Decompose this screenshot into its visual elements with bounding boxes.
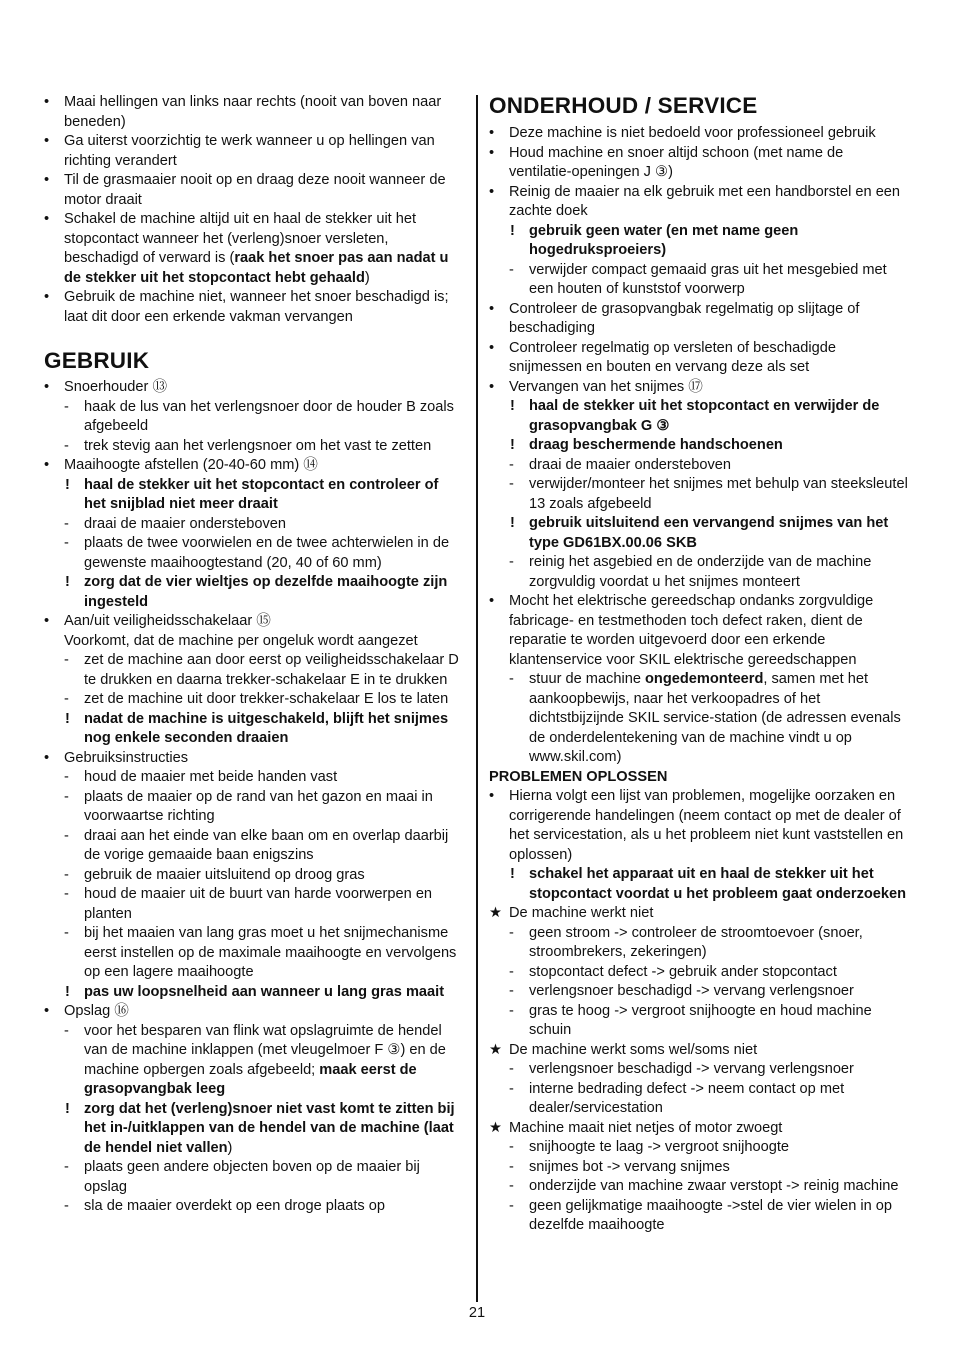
section-title-onderhoud: ONDERHOUD / SERVICE <box>489 93 758 118</box>
sub-item <box>489 553 909 592</box>
list-item <box>44 632 464 652</box>
bullet-marker: • <box>44 1003 50 1019</box>
dash-marker: - <box>64 886 69 902</box>
warning-item <box>489 436 909 456</box>
sub-item <box>44 690 464 710</box>
sub-item <box>489 982 909 1002</box>
list-item <box>489 300 909 339</box>
sub-item <box>44 651 464 690</box>
item-text: draai aan het einde van elke baan om en overlap daarbij de vorige gemaaide baan enigszins <box>84 827 449 863</box>
warning-item <box>489 222 909 261</box>
item-text: houd de maaier met beide handen vast <box>84 769 338 785</box>
sub-item <box>489 1060 909 1080</box>
list-item <box>44 210 464 288</box>
bullet-marker: • <box>489 183 495 200</box>
item-text: zet de machine aan door eerst op veiligheidsschakelaar D te drukken en daarna trekker-schakelaar E in te drukken <box>84 652 459 688</box>
item-text: Aan/uit veiligheidsschakelaar ⑮ <box>64 613 271 629</box>
list-item <box>489 339 909 378</box>
list-item <box>489 144 909 183</box>
item-text: Hierna volgt een lijst van problemen, mogelijke oorzaken en corrigerende handelingen (neem contact op met de dealer of het servicestation, als u het probleem niet kunt vaststellen en oplossen) <box>509 788 904 863</box>
list-item <box>44 132 464 171</box>
dash-marker: - <box>509 1002 514 1019</box>
item-text: draai de maaier ondersteboven <box>84 515 287 532</box>
item-text: stopcontact defect -> gebruik ander stopcontact <box>529 963 837 980</box>
item-text: Controleer de grasopvangbak regelmatig op slijtage of beschadiging <box>509 300 860 336</box>
item-text: geen stroom -> controleer de stroomtoevoer (snoer, stroombrekers, zekeringen) <box>529 924 863 960</box>
onderhoud-list <box>489 124 909 768</box>
item-text: schakel het apparaat uit en haal de stekker uit het stopcontact voordat u het probleem gaat onderzoeken <box>529 866 907 902</box>
item-text: Voorkomt, dat de machine per ongeluk wordt aangezet <box>64 632 418 649</box>
item-text: gebruik uitsluitend een vervangend snijmes van het type GD61BX.00.06 SKB <box>529 515 889 551</box>
bullet-marker: • <box>489 593 495 609</box>
warning-item <box>44 983 464 1003</box>
sub-item <box>489 1138 909 1158</box>
dash-marker: - <box>509 476 514 492</box>
bullet-marker: • <box>489 378 495 395</box>
bullet-marker: • <box>44 613 50 629</box>
item-text: Schakel de machine altijd uit en haal de stekker uit het stopcontact wanneer het (verleng)snoer versleten, beschadigd of verward is (raak het snoer pas aan nadat u de stekker uit het stopcontact hebt gehaald) <box>64 211 449 286</box>
bullet-marker: • <box>44 133 50 149</box>
item-text: snijmes bot -> vervang snijmes <box>529 1158 730 1175</box>
intro-list <box>44 93 464 327</box>
list-item <box>489 592 909 670</box>
dash-marker: - <box>64 1022 69 1039</box>
item-text: interne bedrading defect -> neem contact op met dealer/servicestation <box>529 1080 845 1116</box>
item-text: Maai hellingen van links naar rechts (nooit van boven naar beneden) <box>64 94 442 130</box>
sub-item <box>44 1197 464 1217</box>
sub-item <box>489 456 909 476</box>
item-text: Deze machine is niet bedoeld voor professioneel gebruik <box>509 125 876 141</box>
list-item <box>489 787 909 865</box>
item-text: zet de machine uit door trekker-schakelaar E los te laten <box>84 691 449 707</box>
item-text: reinig het asgebied en de onderzijde van de machine zorgvuldig voordat u het snijmes monteert <box>529 554 872 590</box>
list-item <box>489 124 909 144</box>
warning-marker: ! <box>65 710 70 727</box>
dash-marker: - <box>64 535 69 551</box>
sub-item <box>44 398 464 437</box>
list-item <box>489 1041 909 1061</box>
left-column <box>44 93 464 1217</box>
item-text: snijhoogte te laag -> vergroot snijhoogte <box>529 1139 790 1155</box>
item-text: Til de grasmaaier nooit op en draag deze nooit wanneer de motor draait <box>64 172 446 208</box>
bold-text: maak eerst de grasopvangbak leeg <box>84 1061 417 1097</box>
bold-text: ongedemonteerd <box>645 671 764 687</box>
warning-marker: ! <box>510 866 515 882</box>
item-text: Houd machine en snoer altijd schoon (met name de ventilatie-openingen J ③) <box>509 144 844 180</box>
dash-marker: - <box>64 925 69 941</box>
list-item <box>489 1119 909 1139</box>
dash-marker: - <box>509 554 514 570</box>
item-text: nadat de machine is uitgeschakeld, blijft het snijmes nog enkele seconden draaien <box>84 710 449 746</box>
list-item <box>44 1002 464 1022</box>
dash-marker: - <box>64 691 69 707</box>
dash-marker: - <box>64 1159 69 1175</box>
warning-marker: ! <box>510 515 515 531</box>
list-item <box>44 378 464 398</box>
page-number: 21 <box>468 1305 486 1321</box>
item-text: Gebruik de machine niet, wanneer het snoer beschadigd is; laat dit door een erkende vakman vervangen <box>64 289 449 325</box>
sub-item <box>44 768 464 788</box>
item-text: zorg dat het (verleng)snoer niet vast komt te zitten bij het in-/uitklappen van de hendel van de machine (laat de hendel niet vallen) <box>84 1100 455 1156</box>
dash-marker: - <box>509 1197 514 1214</box>
bullet-marker: • <box>489 125 495 141</box>
problemen-list <box>489 787 909 1236</box>
sub-item <box>489 963 909 983</box>
item-text: verwijder compact gemaaid gras uit het mesgebied met een houten of kunststof voorwerp <box>529 261 887 297</box>
sub-item <box>489 1158 909 1178</box>
dash-marker: - <box>509 1080 514 1097</box>
bullet-marker: • <box>489 339 495 356</box>
sub-item <box>44 437 464 457</box>
dash-marker: - <box>509 1158 514 1175</box>
section-title-gebruik: GEBRUIK <box>44 348 150 373</box>
item-text: haal de stekker uit het stopcontact en verwijder de grasopvangbak G ③ <box>529 398 880 434</box>
item-text: bij het maaien van lang gras moet u het snijmechanisme eerst instellen op de maximale maaihoogte en vervolgens op een lagere maaihoogte <box>84 925 457 980</box>
bullet-marker: • <box>44 749 50 766</box>
sub-item <box>489 1002 909 1041</box>
sub-item <box>44 515 464 535</box>
warning-item <box>489 397 909 436</box>
warning-marker: ! <box>65 574 70 590</box>
sub-item <box>489 1177 909 1197</box>
dash-marker: - <box>509 261 514 278</box>
dash-marker: - <box>64 437 69 454</box>
bold-text: raak het snoer pas aan nadat u de stekker uit het stopcontact hebt gehaald <box>64 250 449 286</box>
dash-marker: - <box>509 671 514 687</box>
sub-item <box>489 261 909 300</box>
item-text: gras te hoog -> vergroot snijhoogte en houd machine schuin <box>529 1002 872 1038</box>
item-text: geen gelijkmatige maaihoogte ->stel de vier wielen in op dezelfde maaihoogte <box>529 1197 893 1233</box>
dash-marker: - <box>509 1178 514 1194</box>
dash-marker: - <box>64 769 69 785</box>
list-item <box>44 288 464 327</box>
item-text: Ga uiterst voorzichtig te werk wanneer u op hellingen van richting verandert <box>64 133 435 169</box>
list-item <box>489 378 909 398</box>
item-text: draai de maaier ondersteboven <box>529 456 732 473</box>
item-text: Reinig de maaier na elk gebruik met een handborstel en een zachte doek <box>509 183 901 219</box>
column-divider <box>476 95 478 1302</box>
item-text: gebruik de maaier uitsluitend op droog gras <box>84 866 365 883</box>
item-text: De machine werkt soms wel/soms niet <box>509 1041 758 1058</box>
warning-marker: ! <box>65 476 70 493</box>
bullet-marker: • <box>44 94 50 110</box>
dash-marker: - <box>64 788 69 805</box>
bullet-marker: • <box>489 788 495 804</box>
item-text: plaats de maaier op de rand van het gazon en maai in voorwaartse richting <box>84 788 433 824</box>
star-icon: ★ <box>489 905 503 921</box>
sub-item <box>489 924 909 963</box>
list-item <box>44 456 464 476</box>
warning-marker: ! <box>510 398 515 414</box>
item-text: draag beschermende handschoenen <box>529 437 783 453</box>
star-icon: ★ <box>489 1041 503 1058</box>
item-text: houd de maaier uit de buurt van harde voorwerpen en planten <box>84 886 433 922</box>
item-text: Opslag ⑯ <box>64 1003 129 1019</box>
item-text: Gebruiksinstructies <box>64 749 189 766</box>
item-text: trek stevig aan het verlengsnoer om het vast te zetten <box>84 437 432 454</box>
item-text: haak de lus van het verlengsnoer door de houder B zoals afgebeeld <box>84 398 454 434</box>
item-text: Controleer regelmatig op versleten of beschadigde snijmessen en bouten en vervang deze als set <box>509 339 836 375</box>
item-text: plaats geen andere objecten boven op de maaier bij opslag <box>84 1159 420 1195</box>
item-text: gebruik geen water (en met name geen hogedruksproeiers) <box>529 222 799 258</box>
bullet-marker: • <box>44 211 50 227</box>
subsection-title-problemen: PROBLEMEN OPLOSSEN <box>489 768 668 785</box>
warning-item <box>489 514 909 553</box>
item-text: verwijder/monteer het snijmes met behulp van steeksleutel 13 zoals afgebeeld <box>529 476 908 512</box>
dash-marker: - <box>509 924 514 941</box>
sub-item <box>44 885 464 924</box>
dash-marker: - <box>64 515 69 532</box>
warning-marker: ! <box>65 983 70 1000</box>
item-text: Snoerhouder ⑬ <box>64 379 168 395</box>
bullet-marker: • <box>489 144 495 161</box>
sub-item <box>489 1197 909 1236</box>
warning-marker: ! <box>65 1100 70 1117</box>
sub-item <box>44 1158 464 1197</box>
warning-item <box>489 865 909 904</box>
sub-item <box>489 1080 909 1119</box>
warning-item <box>44 1100 464 1159</box>
item-text: Maaihoogte afstellen (20-40-60 mm) ⑭ <box>64 457 318 473</box>
dash-marker: - <box>509 1061 514 1077</box>
right-column <box>489 93 909 1236</box>
item-text: verlengsnoer beschadigd -> vervang verlengsnoer <box>529 1061 854 1077</box>
dash-marker: - <box>509 1139 514 1155</box>
item-text: haal de stekker uit het stopcontact en controleer of het snijblad niet meer draait <box>84 476 439 512</box>
item-text: zorg dat de vier wieltjes op dezelfde maaihoogte zijn ingesteld <box>84 574 448 610</box>
warning-item <box>44 710 464 749</box>
item-text: onderzijde van machine zwaar verstopt -> reinig machine <box>529 1178 899 1194</box>
item-text: stuur de machine ongedemonteerd, samen met het aankoopbewijs, naar het verkoopadres of het dichtstbijzijnde SKIL service-station (de adressen evenals de onderdelentekening van de machine vindt u op www.skil.com) <box>529 671 901 765</box>
item-text: plaats de twee voorwielen en de twee achterwielen in de gewenste maaihoogtestand (20, 40 of 60 mm) <box>84 535 450 571</box>
bullet-marker: • <box>44 379 50 395</box>
item-text: voor het besparen van flink wat opslagruimte de hendel van de machine inklappen (met vleugelmoer F ③) en de machine opbergen zoals afgebeeld; maak eerst de grasopvangbak leeg <box>84 1022 446 1097</box>
item-text: Machine maait niet netjes of motor zwoegt <box>509 1119 783 1136</box>
sub-item <box>489 475 909 514</box>
warning-marker: ! <box>510 437 515 453</box>
list-item <box>44 612 464 632</box>
sub-item <box>489 670 909 768</box>
dash-marker: - <box>64 1198 69 1214</box>
sub-item <box>44 866 464 886</box>
item-text: sla de maaier overdekt op een droge plaats op <box>84 1198 385 1214</box>
item-text: De machine werkt niet <box>509 905 654 921</box>
warning-item <box>44 573 464 612</box>
item-text: Mocht het elektrische gereedschap ondanks zorgvuldige fabricage- en testmethoden toch defect raken, dient de reparatie te worden uitgevoerd door een erkende klantenservice voor SKIL elektrische gereedschappen <box>509 593 874 668</box>
dash-marker: - <box>64 398 69 415</box>
star-icon: ★ <box>489 1119 503 1136</box>
gebruik-list <box>44 378 464 1217</box>
warning-marker: ! <box>510 222 515 239</box>
warning-item <box>44 476 464 515</box>
list-item <box>44 171 464 210</box>
dash-marker: - <box>64 866 69 883</box>
bullet-marker: • <box>44 457 50 473</box>
sub-item <box>44 1022 464 1100</box>
list-item <box>489 904 909 924</box>
list-item <box>489 183 909 222</box>
item-text: pas uw loopsnelheid aan wanneer u lang gras maait <box>84 983 445 1000</box>
item-text: verlengsnoer beschadigd -> vervang verlengsnoer <box>529 983 854 999</box>
sub-item <box>44 827 464 866</box>
dash-marker: - <box>64 652 69 668</box>
dash-marker: - <box>64 827 69 844</box>
bullet-marker: • <box>489 300 495 317</box>
sub-item <box>44 924 464 983</box>
dash-marker: - <box>509 983 514 999</box>
item-text: Vervangen van het snijmes ⑰ <box>509 378 703 395</box>
dash-marker: - <box>509 963 514 980</box>
list-item <box>44 749 464 769</box>
bullet-marker: • <box>44 172 50 188</box>
dash-marker: - <box>509 456 514 473</box>
bullet-marker: • <box>44 289 50 305</box>
list-item <box>44 93 464 132</box>
sub-item <box>44 788 464 827</box>
sub-item <box>44 534 464 573</box>
